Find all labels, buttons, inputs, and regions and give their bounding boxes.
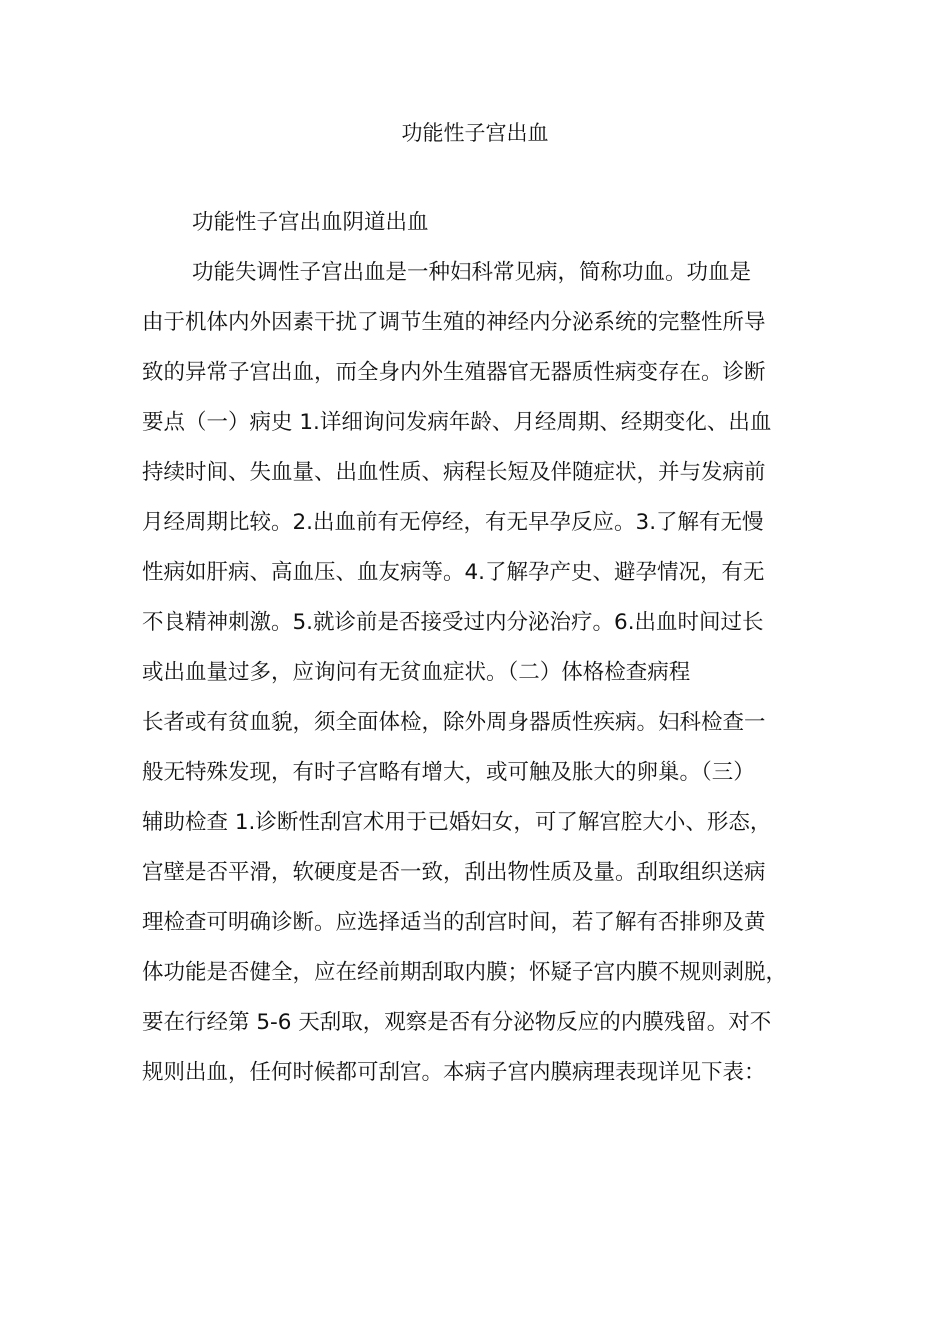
body-line-5: 持续时间、失血量、出血性质、病程长短及伴随症状，并与发病前 <box>142 460 766 485</box>
body-line-1: 功能失调性子宫出血是一种妇科常见病，简称功血。功血是 <box>192 260 752 285</box>
body-line-6: 月经周期比较。2.出血前有无停经，有无早孕反应。3.了解有无慢 <box>142 510 764 535</box>
body-line-12: 辅助检查 1.诊断性刮宫术用于已婚妇女，可了解宫腔大小、形态， <box>142 810 772 835</box>
body-line-4: 要点（一）病史 1.详细询问发病年龄、月经周期、经期变化、出血 <box>142 410 772 435</box>
body-line-2: 由于机体内外因素干扰了调节生殖的神经内分泌系统的完整性所导 <box>142 310 766 335</box>
body-line-8: 不良精神刺激。5.就诊前是否接受过内分泌治疗。6.出血时间过长 <box>142 610 764 635</box>
body-line-7: 性病如肝病、高血压、血友病等。4.了解孕产史、避孕情况，有无 <box>142 560 765 585</box>
body-line-3: 致的异常子宫出血，而全身内外生殖器官无器质性病变存在。诊断 <box>142 360 766 385</box>
body-line-9: 或出血量过多，应询问有无贫血症状。（二）体格检查病程 <box>142 660 691 685</box>
document-subtitle: 功能性子宫出血阴道出血 <box>192 210 429 235</box>
body-line-17: 规则出血，任何时候都可刮宫。本病子宫内膜病理表现详见下表： <box>142 1060 766 1085</box>
body-line-14: 理检查可明确诊断。应选择适当的刮宫时间，若了解有否排卵及黄 <box>142 910 766 935</box>
body-line-16: 要在行经第 5-6 天刮取，观察是否有分泌物反应的内膜残留。对不 <box>142 1010 772 1035</box>
body-line-15: 体功能是否健全，应在经前期刮取内膜；怀疑子宫内膜不规则剥脱， <box>142 960 788 985</box>
document-title: 功能性子宫出血 <box>401 121 549 145</box>
body-line-10: 长者或有贫血貌，须全面体检，除外周身器质性疾病。妇科检查一 <box>142 710 766 735</box>
body-line-11: 般无特殊发现，有时子宫略有增大，或可触及胀大的卵巢。（三） <box>142 760 755 785</box>
body-line-13: 宫壁是否平滑，软硬度是否一致，刮出物性质及量。刮取组织送病 <box>142 860 766 885</box>
